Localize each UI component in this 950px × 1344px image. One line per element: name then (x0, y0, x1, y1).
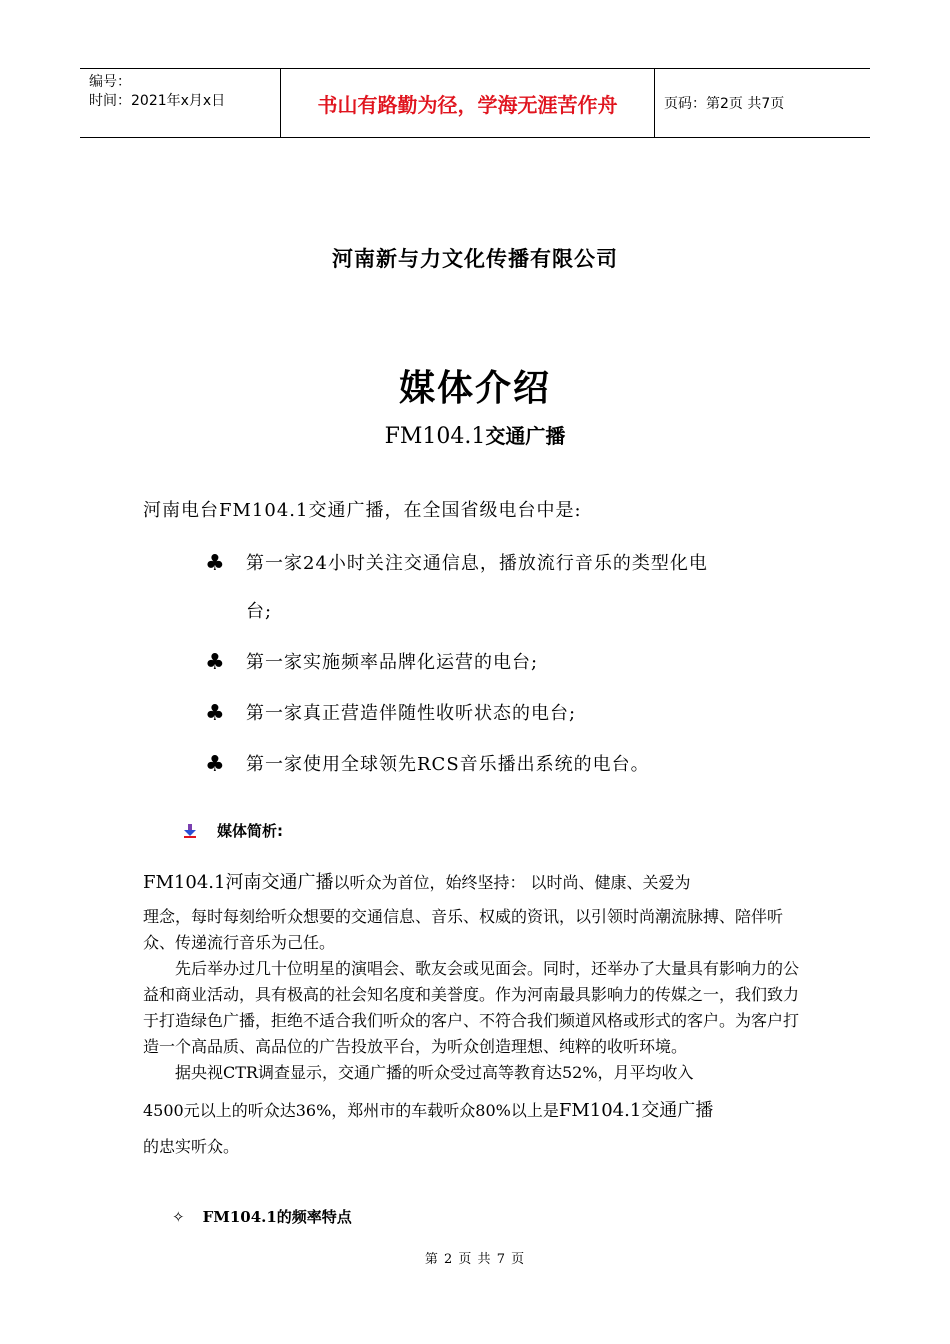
bullet-text: 第一家实施频率品牌化运营的电台; (246, 652, 539, 673)
subtitle-name: 交通广播 (485, 424, 566, 448)
arrow-down-icon (183, 824, 197, 838)
body-text: 的忠实听众。 (143, 1137, 240, 1156)
section-heading-media (183, 820, 283, 841)
header-page-info: 页码：第2页 共7页 (664, 96, 785, 112)
media-analysis-body (143, 870, 813, 1160)
header-date: 时间：2021年x月x日 (89, 93, 226, 109)
subtitle-station: FM104.1 (384, 424, 486, 449)
list-item (205, 639, 825, 687)
list-item (205, 741, 825, 789)
bullet-text: 第一家24小时关注交通信息，播放流行音乐的类型化电 (246, 553, 708, 574)
bullet-text: 第一家使用全球领先RCS音乐播出系统的电台。 (246, 754, 650, 775)
page-title: 媒体介绍 (398, 367, 551, 409)
body-paragraph: 先后举办过几十位明星的演唱会、歌友会或见面会。同时，还举办了大量具有影响力的公益和商业活动，具有极高的社会知名度和美誉度。作为河南最具影响力的传媒之一，我们致力于打造绿色广播，拒绝不适合我们听众的客户、不符合我们频道风格或形式的客户。为客户打造一个高品质、高品位的广告投放平台，为听众创造理想、纯粹的收听环境。 (143, 959, 800, 1056)
company-name: 河南新与力文化传播有限公司 (332, 247, 618, 271)
body-paragraph: 据央视CTR调查显示，交通广播的听众受过高等教育达52%，月平均收入 (175, 1063, 694, 1082)
list-item (205, 690, 825, 738)
header-motto: 书山有路勤为径，学海无涯苦作舟 (281, 69, 655, 137)
header-meta (80, 69, 281, 137)
document-header (80, 68, 870, 138)
bullet-text: 第一家真正营造伴随性收听状态的电台; (246, 703, 577, 724)
intro-text: 河南电台FM104.1交通广播，在全国省级电台中是: (143, 500, 582, 521)
club-icon: ♣ (205, 551, 226, 576)
club-icon: ♣ (205, 752, 226, 777)
club-icon: ♣ (205, 650, 226, 675)
body-lead: FM104.1河南交通广播 (143, 872, 334, 893)
section-label: 媒体简析: (217, 822, 283, 840)
section-heading-frequency (172, 1206, 352, 1227)
section-label: FM104.1的频率特点 (202, 1208, 352, 1226)
body-text: 4500元以上的听众达36%，郑州市的车载听众80%以上是 (143, 1101, 559, 1120)
body-text: 理念，每时每刻给听众想要的交通信息、音乐、权威的资讯，以引领时尚潮流脉搏、陪伴听众、传递流行音乐为己任。 (143, 907, 784, 952)
four-point-star-icon: ✧ (172, 1208, 185, 1226)
club-icon: ♣ (205, 701, 226, 726)
page-footer: 第 2 页 共 7 页 (424, 1252, 526, 1267)
list-item (205, 540, 825, 636)
body-text: 以听众为首位，始终坚持： 以时尚、健康、关爱为 (333, 873, 691, 892)
body-text: FM104.1交通广播 (558, 1100, 714, 1121)
page-subtitle (0, 420, 950, 449)
bullet-list (205, 540, 825, 792)
bullet-text-cont: 台; (246, 601, 273, 622)
header-code-label: 编号： (89, 74, 131, 90)
